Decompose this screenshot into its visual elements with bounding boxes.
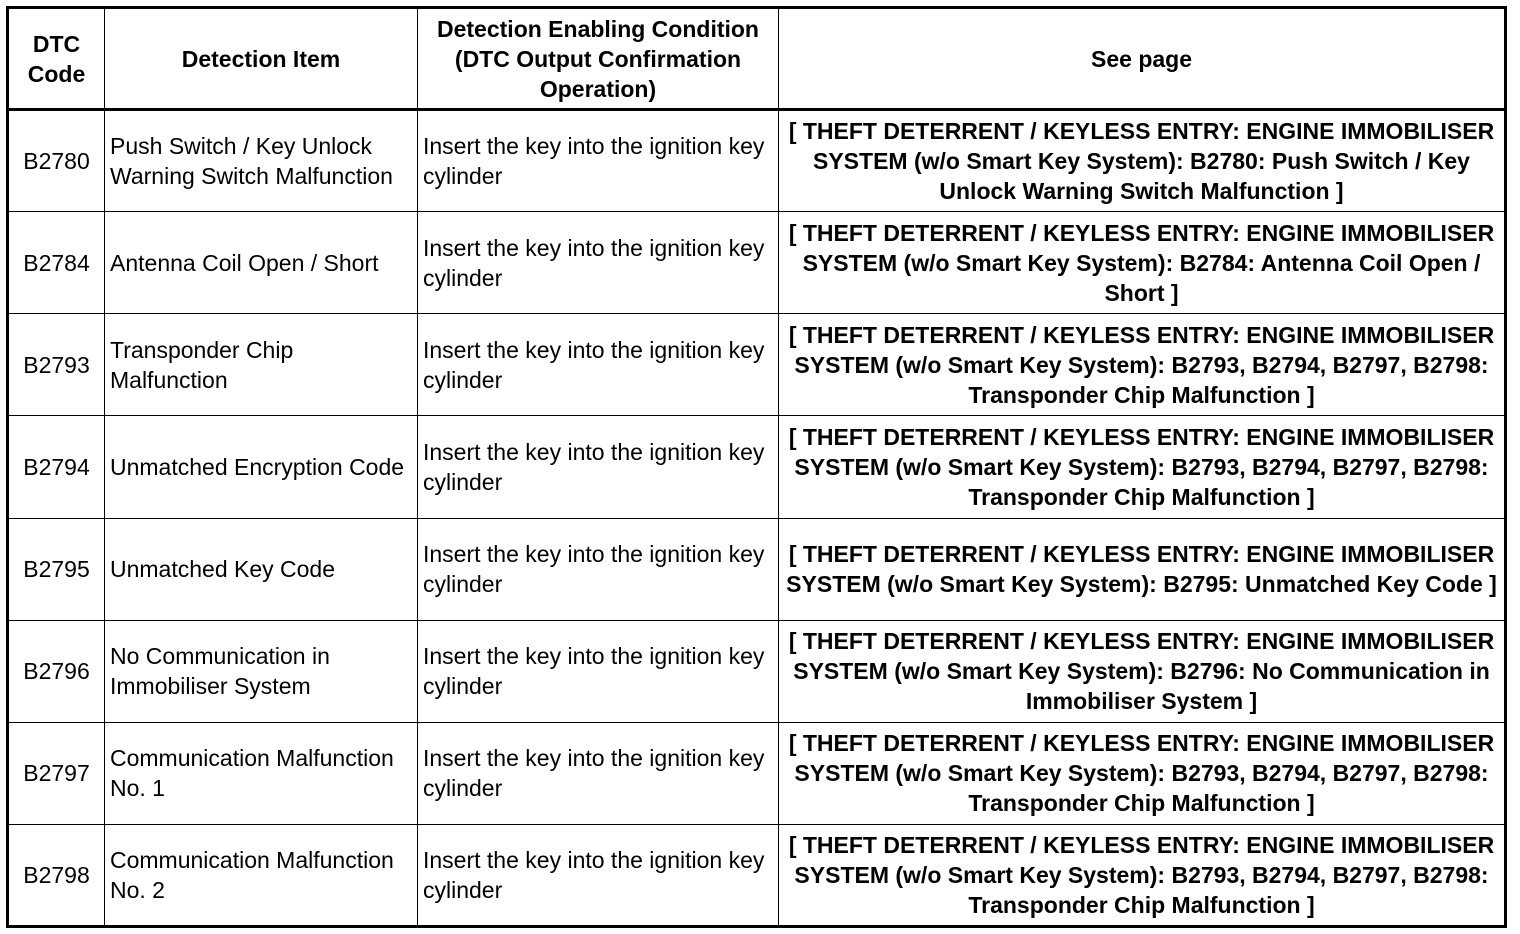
detection-item-cell: Unmatched Encryption Code <box>105 416 418 518</box>
header-dtc-code: DTC Code <box>8 8 105 110</box>
table-row <box>8 110 1506 212</box>
detection-condition-cell: Insert the key into the ignition key cylinder <box>418 518 779 620</box>
detection-item-cell: No Communication in Immobiliser System <box>105 620 418 722</box>
see-page-link[interactable]: [ THEFT DETERRENT / KEYLESS ENTRY: ENGINE IMMOBILISER SYSTEM (w/o Smart Key System): B2795: Unmatched Key Code ] <box>779 518 1506 620</box>
see-page-link[interactable]: [ THEFT DETERRENT / KEYLESS ENTRY: ENGINE IMMOBILISER SYSTEM (w/o Smart Key System): B2793, B2794, B2797, B2798: Transponder Chip Malfunction ] <box>779 314 1506 416</box>
dtc-code-cell: B2797 <box>8 722 105 824</box>
header-detection-condition: Detection Enabling Condition (DTC Output Confirmation Operation) <box>418 8 779 110</box>
table-header <box>8 8 1506 110</box>
header-see-page: See page <box>779 8 1506 110</box>
table-row <box>8 518 1506 620</box>
dtc-code-cell: B2780 <box>8 110 105 212</box>
dtc-code-cell: B2784 <box>8 212 105 314</box>
see-page-link[interactable]: [ THEFT DETERRENT / KEYLESS ENTRY: ENGINE IMMOBILISER SYSTEM (w/o Smart Key System): B2793, B2794, B2797, B2798: Transponder Chip Malfunction ] <box>779 722 1506 824</box>
dtc-code-cell: B2798 <box>8 824 105 926</box>
header-detection-item: Detection Item <box>105 8 418 110</box>
detection-item-cell: Antenna Coil Open / Short <box>105 212 418 314</box>
detection-item-cell: Communication Malfunction No. 1 <box>105 722 418 824</box>
table-row <box>8 722 1506 824</box>
detection-condition-cell: Insert the key into the ignition key cylinder <box>418 212 779 314</box>
dtc-code-cell: B2793 <box>8 314 105 416</box>
detection-condition-cell: Insert the key into the ignition key cylinder <box>418 620 779 722</box>
see-page-link[interactable]: [ THEFT DETERRENT / KEYLESS ENTRY: ENGINE IMMOBILISER SYSTEM (w/o Smart Key System): B2793, B2794, B2797, B2798: Transponder Chip Malfunction ] <box>779 824 1506 926</box>
dtc-code-cell: B2796 <box>8 620 105 722</box>
detection-condition-cell: Insert the key into the ignition key cylinder <box>418 824 779 926</box>
see-page-link[interactable]: [ THEFT DETERRENT / KEYLESS ENTRY: ENGINE IMMOBILISER SYSTEM (w/o Smart Key System): B2780: Push Switch / Key Unlock Warning Switch Malfunction ] <box>779 110 1506 212</box>
table-row <box>8 416 1506 518</box>
detection-item-cell: Communication Malfunction No. 2 <box>105 824 418 926</box>
detection-item-cell: Unmatched Key Code <box>105 518 418 620</box>
detection-condition-cell: Insert the key into the ignition key cylinder <box>418 110 779 212</box>
dtc-code-cell: B2795 <box>8 518 105 620</box>
detection-condition-cell: Insert the key into the ignition key cylinder <box>418 722 779 824</box>
see-page-link[interactable]: [ THEFT DETERRENT / KEYLESS ENTRY: ENGINE IMMOBILISER SYSTEM (w/o Smart Key System): B2796: No Communication in Immobiliser System ] <box>779 620 1506 722</box>
table-row <box>8 212 1506 314</box>
detection-condition-cell: Insert the key into the ignition key cylinder <box>418 314 779 416</box>
table-row <box>8 620 1506 722</box>
detection-condition-cell: Insert the key into the ignition key cylinder <box>418 416 779 518</box>
dtc-table <box>6 6 1507 928</box>
table-body <box>8 110 1506 927</box>
see-page-link[interactable]: [ THEFT DETERRENT / KEYLESS ENTRY: ENGINE IMMOBILISER SYSTEM (w/o Smart Key System): B2784: Antenna Coil Open / Short ] <box>779 212 1506 314</box>
detection-item-cell: Transponder Chip Malfunction <box>105 314 418 416</box>
see-page-link[interactable]: [ THEFT DETERRENT / KEYLESS ENTRY: ENGINE IMMOBILISER SYSTEM (w/o Smart Key System): B2793, B2794, B2797, B2798: Transponder Chip Malfunction ] <box>779 416 1506 518</box>
table-row <box>8 824 1506 926</box>
header-row <box>8 8 1506 110</box>
detection-item-cell: Push Switch / Key Unlock Warning Switch Malfunction <box>105 110 418 212</box>
dtc-code-cell: B2794 <box>8 416 105 518</box>
table-row <box>8 314 1506 416</box>
